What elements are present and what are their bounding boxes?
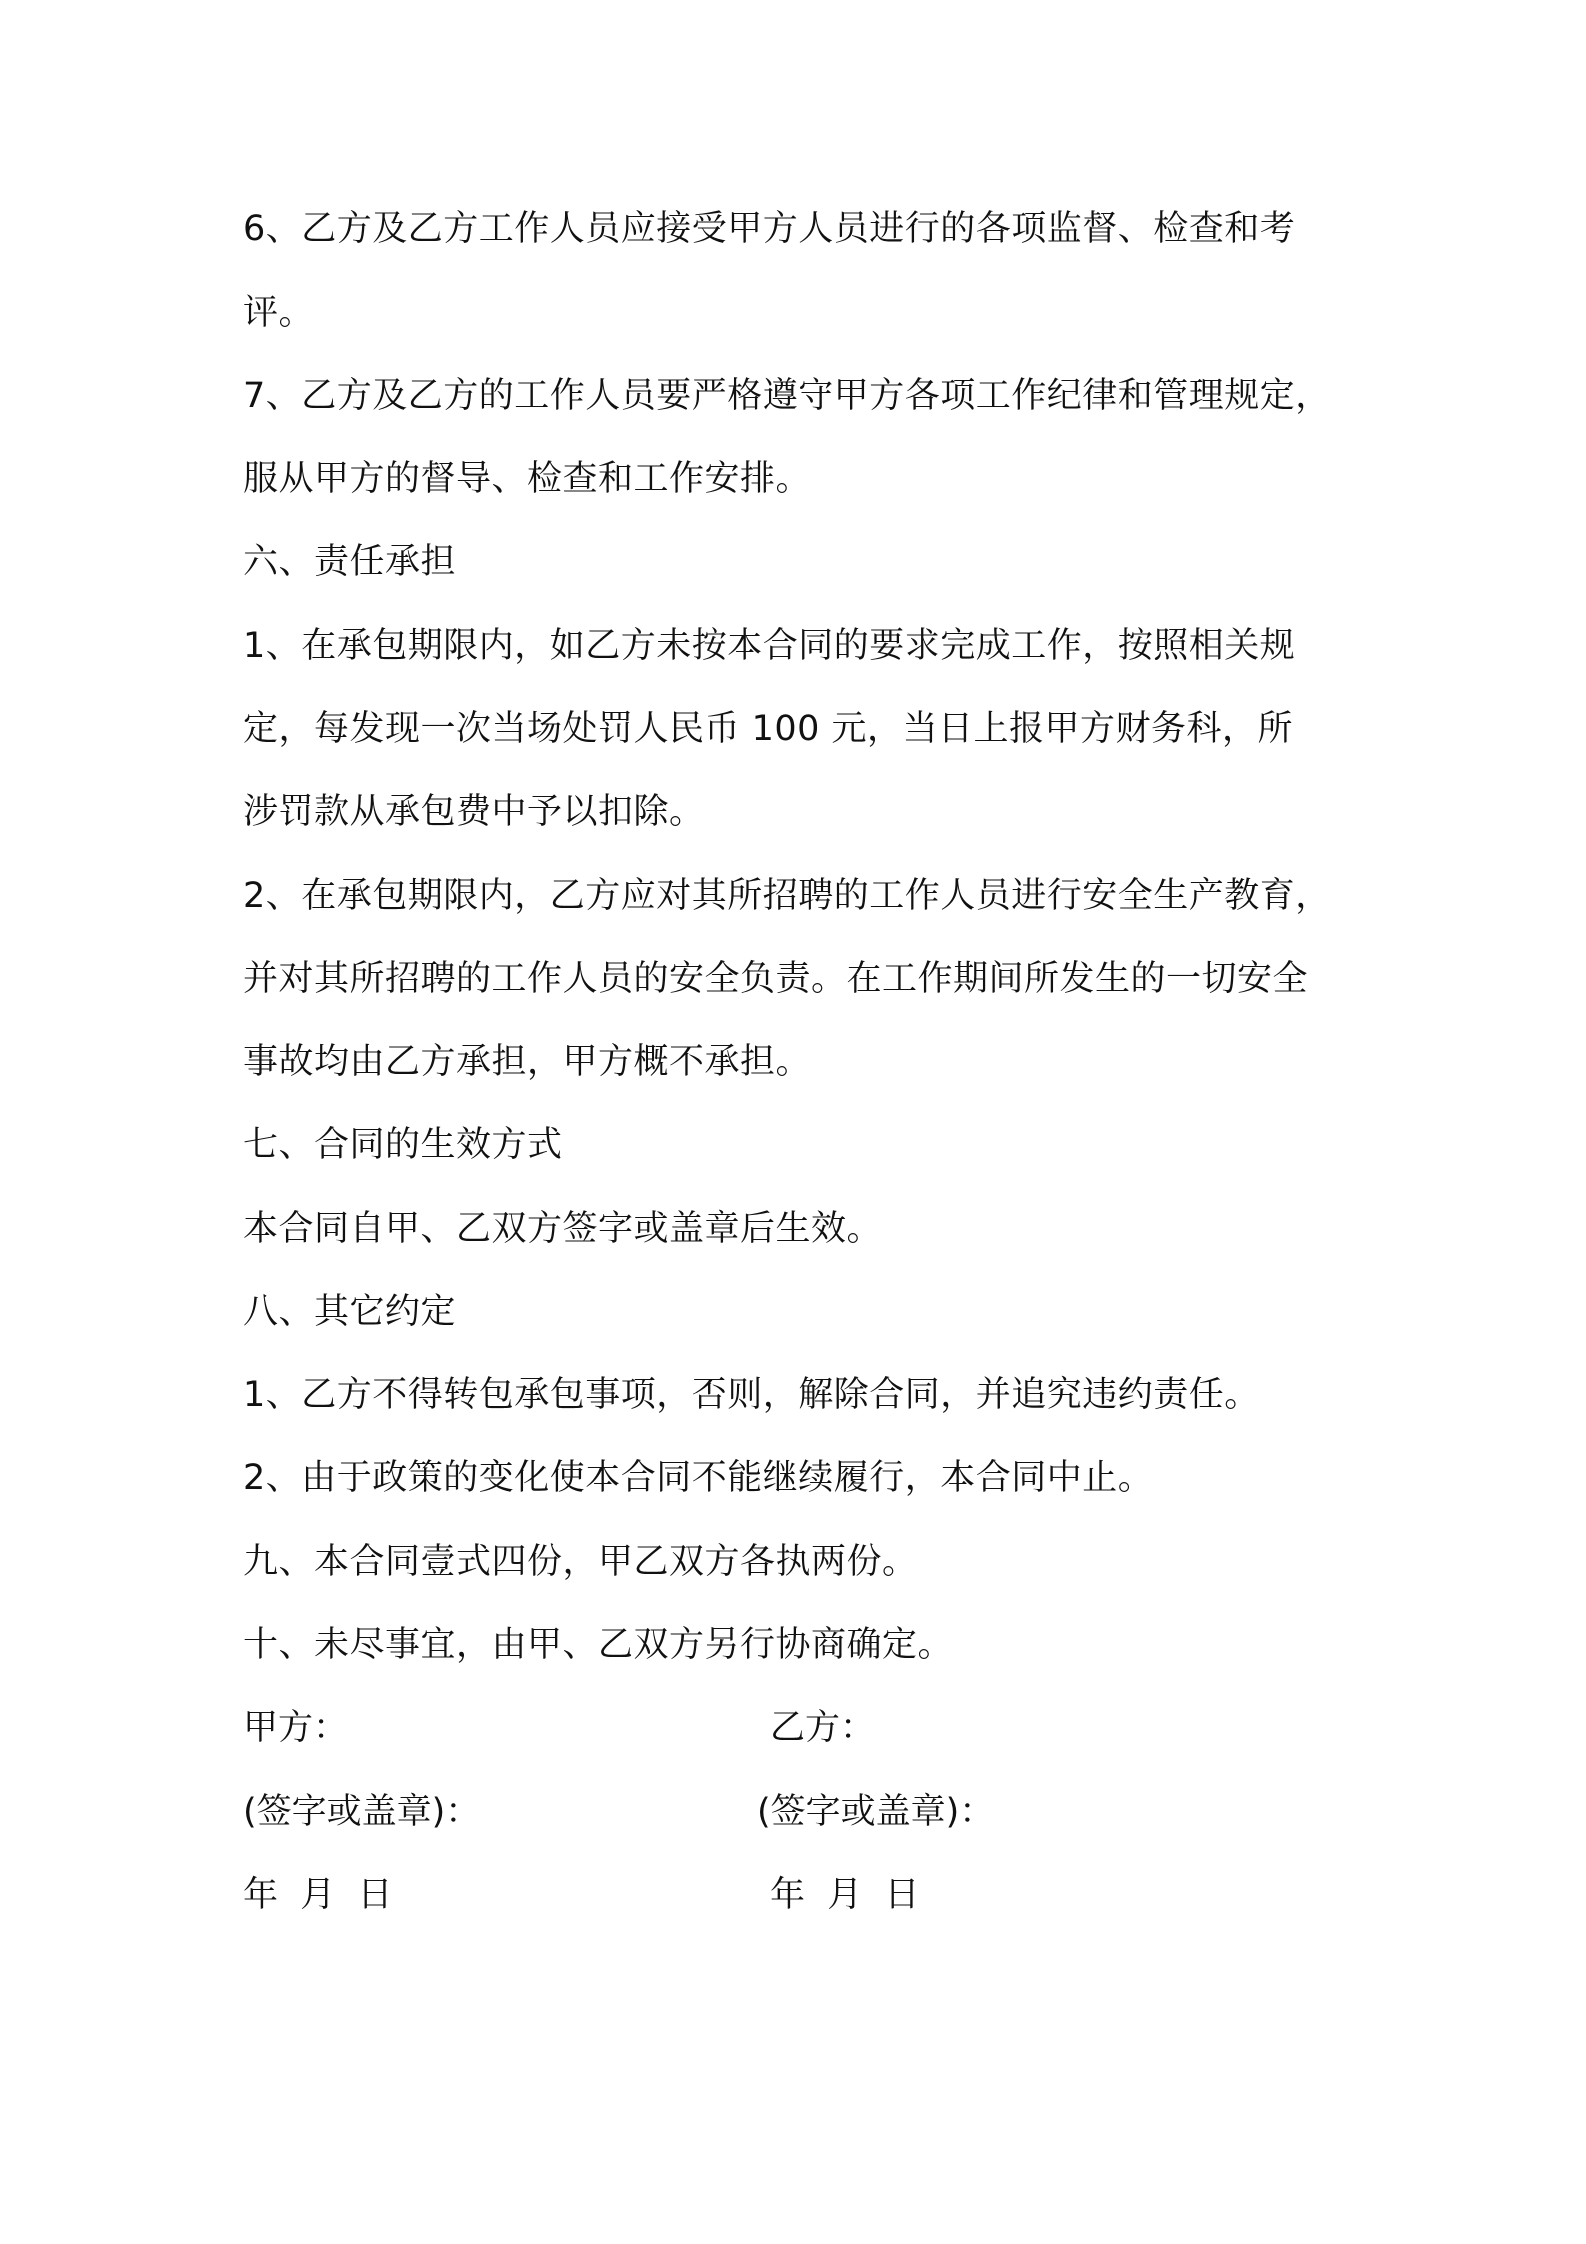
text-line: 6、乙方及乙方工作人员应接受甲方人员进行的各项监督、检查和考 xyxy=(243,209,1296,249)
text-line: 本合同自甲、乙双方签字或盖章后生效。 xyxy=(243,1209,883,1249)
text-line: 2、由于政策的变化使本合同不能继续履行，本合同中止。 xyxy=(243,1458,1154,1498)
text-line: 定，每发现一次当场处罚人民币 100 元，当日上报甲方财务科，所 xyxy=(243,709,1294,749)
party-b-date: 年 月 日 xyxy=(770,1875,920,1915)
section-heading: 十、未尽事宜，由甲、乙双方另行协商确定。 xyxy=(243,1625,954,1665)
text-line: 评。 xyxy=(243,293,315,333)
party-b-label: 乙方： xyxy=(770,1708,876,1748)
party-a-label: 甲方： xyxy=(243,1708,349,1748)
section-heading: 七、合同的生效方式 xyxy=(243,1125,563,1165)
text-line: 涉罚款从承包费中予以扣除。 xyxy=(243,792,705,832)
party-a-date: 年 月 日 xyxy=(243,1875,393,1915)
text-line: 服从甲方的督导、检查和工作安排。 xyxy=(243,459,812,499)
text-line: 7、乙方及乙方的工作人员要严格遵守甲方各项工作纪律和管理规定， xyxy=(243,376,1331,416)
section-heading: 八、其它约定 xyxy=(243,1292,457,1332)
text-line: 2、在承包期限内，乙方应对其所招聘的工作人员进行安全生产教育， xyxy=(243,876,1331,916)
text-line: 事故均由乙方承担，甲方概不承担。 xyxy=(243,1042,812,1082)
section-heading: 九、本合同壹式四份，甲乙双方各执两份。 xyxy=(243,1542,918,1582)
text-line: 1、在承包期限内，如乙方未按本合同的要求完成工作，按照相关规 xyxy=(243,626,1296,666)
party-a-sign-label: (签字或盖章)： xyxy=(243,1792,481,1832)
section-heading: 六、责任承担 xyxy=(243,542,457,582)
text-line: 1、乙方不得转包承包事项，否则，解除合同，并追究违约责任。 xyxy=(243,1375,1260,1415)
text-line: 并对其所招聘的工作人员的安全负责。在工作期间所发生的一切安全 xyxy=(243,959,1309,999)
party-b-sign-label: (签字或盖章)： xyxy=(757,1792,995,1832)
